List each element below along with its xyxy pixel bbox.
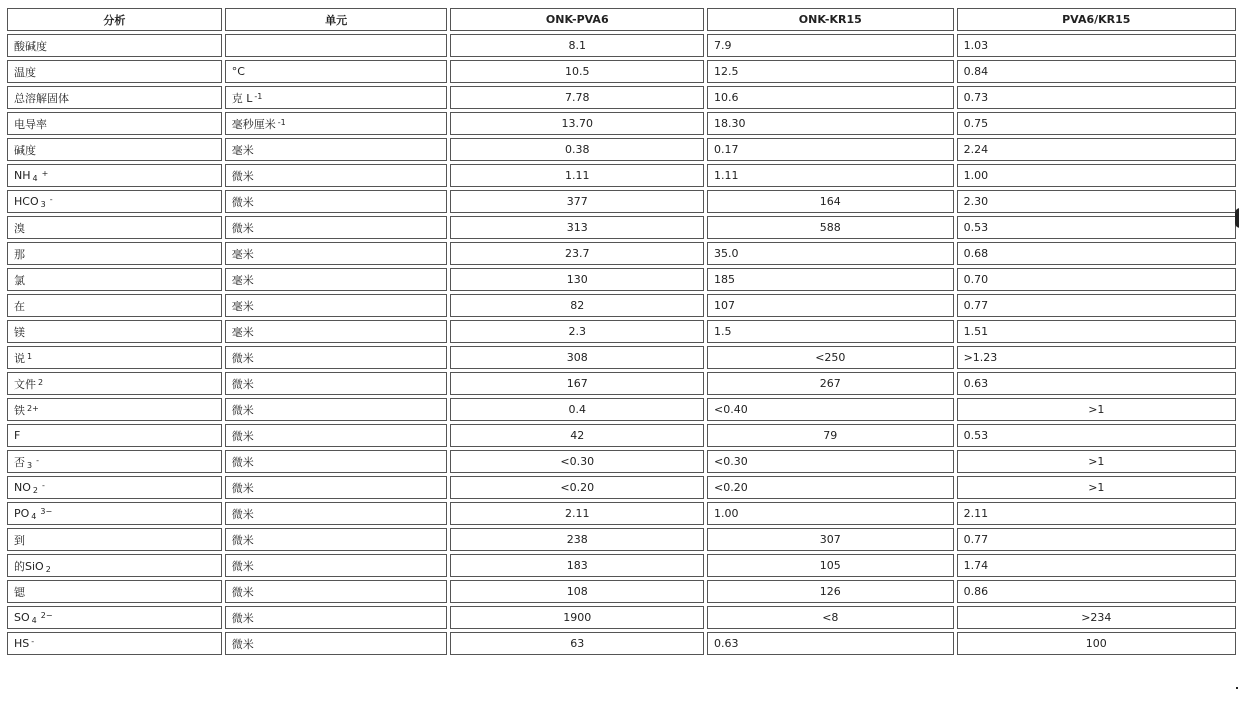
analyte-name: NO bbox=[14, 481, 31, 494]
header-onk-pva6: ONK-PVA6 bbox=[450, 8, 704, 31]
value-onk-kr15: 107 bbox=[714, 299, 736, 312]
value-onk-kr15: 35.0 bbox=[714, 247, 739, 260]
cell-analyte bbox=[7, 242, 222, 265]
cell-ratio bbox=[957, 424, 1236, 447]
cell-onk-pva6 bbox=[450, 502, 704, 525]
cell-onk-pva6 bbox=[450, 34, 704, 57]
analyte-superscript: - bbox=[49, 195, 53, 204]
cell-onk-pva6 bbox=[450, 424, 704, 447]
value-onk-kr15: <0.40 bbox=[714, 403, 748, 416]
analyte-name: 氯 bbox=[14, 273, 25, 287]
cell-ratio bbox=[957, 138, 1236, 161]
analyte-superscript: + bbox=[41, 169, 49, 178]
unit-superscript: -1 bbox=[277, 117, 286, 127]
value-ratio: 1.00 bbox=[963, 169, 989, 182]
cell-onk-kr15 bbox=[707, 398, 954, 421]
cell-unit bbox=[225, 528, 448, 551]
cell-analyte bbox=[7, 164, 222, 187]
analyte-superscript: - bbox=[41, 481, 45, 490]
analyte-name: 碱度 bbox=[14, 143, 36, 157]
value-onk-pva6: 1900 bbox=[563, 611, 592, 624]
value-ratio: 0.53 bbox=[963, 221, 989, 234]
value-onk-kr15: 79 bbox=[823, 429, 838, 442]
value-onk-pva6: 13.70 bbox=[561, 117, 593, 130]
value-onk-kr15: 0.17 bbox=[714, 143, 739, 156]
cell-onk-kr15 bbox=[707, 268, 954, 291]
table-row bbox=[7, 632, 1236, 655]
value-ratio: 0.63 bbox=[963, 377, 989, 390]
cell-onk-pva6 bbox=[450, 216, 704, 239]
analyte-subscript: 3 bbox=[40, 200, 46, 209]
cell-onk-kr15 bbox=[707, 320, 954, 343]
value-ratio: 0.77 bbox=[963, 533, 989, 546]
value-onk-kr15: 10.6 bbox=[714, 91, 739, 104]
analysis-table bbox=[4, 5, 1239, 658]
cell-ratio bbox=[957, 632, 1236, 655]
analyte-name: 文件 bbox=[14, 377, 36, 391]
header-analyte: 分析 bbox=[7, 8, 222, 31]
cell-onk-kr15 bbox=[707, 632, 954, 655]
value-ratio: >1 bbox=[1088, 455, 1105, 468]
table-header-row bbox=[7, 8, 1236, 31]
cell-unit bbox=[225, 346, 448, 369]
cell-analyte bbox=[7, 476, 222, 499]
cell-onk-kr15 bbox=[707, 528, 954, 551]
value-onk-pva6: 8.1 bbox=[568, 39, 586, 52]
value-onk-kr15: 164 bbox=[819, 195, 841, 208]
unit-text: 微米 bbox=[231, 611, 254, 625]
cell-unit bbox=[225, 60, 448, 83]
unit-text: 微米 bbox=[231, 559, 254, 573]
value-onk-kr15: 1.00 bbox=[714, 507, 739, 520]
value-onk-kr15: 7.9 bbox=[714, 39, 732, 52]
cell-onk-pva6 bbox=[450, 190, 704, 213]
table-row bbox=[7, 476, 1236, 499]
cell-ratio bbox=[957, 216, 1236, 239]
analyte-superscript: 1 bbox=[27, 351, 33, 361]
analyte-name: SO bbox=[14, 611, 30, 624]
analyte-name: 镁 bbox=[14, 325, 25, 339]
cell-onk-kr15 bbox=[707, 554, 954, 577]
cell-ratio bbox=[957, 294, 1236, 317]
cell-unit bbox=[225, 554, 448, 577]
cell-onk-kr15 bbox=[707, 86, 954, 109]
table-row bbox=[7, 268, 1236, 291]
unit-text: 微米 bbox=[231, 221, 254, 235]
cell-analyte bbox=[7, 606, 222, 629]
table-row bbox=[7, 580, 1236, 603]
value-ratio: 100 bbox=[1085, 637, 1107, 650]
cell-unit bbox=[225, 580, 448, 603]
cell-onk-kr15 bbox=[707, 424, 954, 447]
value-onk-pva6: 377 bbox=[566, 195, 588, 208]
analyte-subscript: 2 bbox=[32, 486, 38, 495]
cell-ratio bbox=[957, 60, 1236, 83]
value-ratio: 2.30 bbox=[963, 195, 989, 208]
value-onk-kr15: 267 bbox=[819, 377, 841, 390]
value-onk-pva6: 10.5 bbox=[565, 65, 590, 78]
cell-onk-kr15 bbox=[707, 164, 954, 187]
cell-analyte bbox=[7, 528, 222, 551]
value-onk-pva6: <0.20 bbox=[560, 481, 595, 494]
unit-text: 毫米 bbox=[231, 273, 254, 287]
analyte-name: 那 bbox=[14, 247, 25, 261]
value-onk-kr15: 126 bbox=[819, 585, 841, 598]
cell-unit bbox=[225, 190, 448, 213]
cell-onk-pva6 bbox=[450, 554, 704, 577]
analyte-superscript: 2− bbox=[40, 611, 53, 620]
table-row bbox=[7, 34, 1236, 57]
analyte-name: 温度 bbox=[14, 65, 36, 79]
cell-analyte bbox=[7, 268, 222, 291]
value-ratio: 1.74 bbox=[963, 559, 989, 572]
value-ratio: 0.68 bbox=[963, 247, 989, 260]
cell-analyte bbox=[7, 320, 222, 343]
cell-analyte bbox=[7, 632, 222, 655]
unit-text: 微米 bbox=[231, 481, 254, 495]
value-onk-kr15: <250 bbox=[815, 351, 846, 364]
cell-unit bbox=[225, 34, 448, 57]
table-row bbox=[7, 424, 1236, 447]
cell-onk-pva6 bbox=[450, 528, 704, 551]
analyte-superscript: - bbox=[31, 637, 35, 646]
table-row bbox=[7, 112, 1236, 135]
cell-onk-kr15 bbox=[707, 372, 954, 395]
unit-superscript: -1 bbox=[254, 91, 263, 101]
cell-onk-kr15 bbox=[707, 216, 954, 239]
value-onk-pva6: 0.38 bbox=[565, 143, 590, 156]
value-ratio: >1 bbox=[1088, 403, 1105, 416]
cell-ratio bbox=[957, 528, 1236, 551]
table-row bbox=[7, 216, 1236, 239]
cell-unit bbox=[225, 294, 448, 317]
unit-text: 微米 bbox=[231, 637, 254, 651]
value-ratio: 1.03 bbox=[963, 39, 989, 52]
table-row bbox=[7, 242, 1236, 265]
cell-onk-pva6 bbox=[450, 346, 704, 369]
cell-onk-kr15 bbox=[707, 450, 954, 473]
cell-onk-pva6 bbox=[450, 294, 704, 317]
cell-ratio bbox=[957, 268, 1236, 291]
cell-onk-pva6 bbox=[450, 86, 704, 109]
cell-analyte bbox=[7, 138, 222, 161]
cell-analyte bbox=[7, 34, 222, 57]
cell-ratio bbox=[957, 398, 1236, 421]
value-ratio: 2.11 bbox=[963, 507, 989, 520]
cell-onk-kr15 bbox=[707, 346, 954, 369]
cell-ratio bbox=[957, 502, 1236, 525]
table-row bbox=[7, 86, 1236, 109]
value-ratio: >1 bbox=[1088, 481, 1105, 494]
unit-text: 微米 bbox=[231, 377, 254, 391]
analyte-superscript: 2 bbox=[38, 377, 44, 387]
cell-unit bbox=[225, 216, 448, 239]
table-row bbox=[7, 138, 1236, 161]
value-onk-pva6: 130 bbox=[566, 273, 588, 286]
value-onk-kr15: 18.30 bbox=[714, 117, 746, 130]
analyte-superscript: 3− bbox=[40, 507, 53, 516]
cell-onk-pva6 bbox=[450, 606, 704, 629]
cell-onk-pva6 bbox=[450, 164, 704, 187]
cell-unit bbox=[225, 268, 448, 291]
unit-text: 微米 bbox=[231, 403, 254, 417]
cell-onk-pva6 bbox=[450, 398, 704, 421]
cell-unit bbox=[225, 424, 448, 447]
cell-analyte bbox=[7, 86, 222, 109]
cell-ratio bbox=[957, 450, 1236, 473]
unit-text: 毫米 bbox=[231, 299, 254, 313]
value-onk-pva6: 1.11 bbox=[565, 169, 590, 182]
cell-onk-pva6 bbox=[450, 268, 704, 291]
cell-onk-kr15 bbox=[707, 138, 954, 161]
cell-unit bbox=[225, 476, 448, 499]
analyte-subscript: 3 bbox=[27, 460, 33, 470]
unit-text: 微米 bbox=[231, 351, 254, 365]
unit-text: 毫秒厘米 bbox=[231, 117, 276, 131]
value-ratio: 2.24 bbox=[963, 143, 989, 156]
cell-ratio bbox=[957, 372, 1236, 395]
cell-ratio bbox=[957, 346, 1236, 369]
table-row bbox=[7, 528, 1236, 551]
analyte-name: 的SiO bbox=[14, 559, 44, 573]
header-ratio: PVA6/KR15 bbox=[957, 8, 1236, 31]
cell-ratio bbox=[957, 476, 1236, 499]
value-onk-kr15: <0.30 bbox=[714, 455, 748, 468]
unit-text: 微米 bbox=[231, 169, 254, 183]
cell-ratio bbox=[957, 164, 1236, 187]
cell-unit bbox=[225, 502, 448, 525]
cell-unit bbox=[225, 242, 448, 265]
value-onk-kr15: 185 bbox=[714, 273, 736, 286]
cell-ratio bbox=[957, 580, 1236, 603]
table-row bbox=[7, 554, 1236, 577]
value-onk-pva6: 42 bbox=[570, 429, 585, 442]
cell-ratio bbox=[957, 112, 1236, 135]
value-ratio: 0.86 bbox=[963, 585, 989, 598]
unit-text: 微米 bbox=[231, 507, 254, 521]
cell-ratio bbox=[957, 242, 1236, 265]
cell-onk-kr15 bbox=[707, 580, 954, 603]
cell-unit bbox=[225, 372, 448, 395]
analyte-superscript: 2+ bbox=[27, 403, 39, 413]
value-onk-kr15: 307 bbox=[819, 533, 841, 546]
cell-onk-kr15 bbox=[707, 242, 954, 265]
value-onk-pva6: 183 bbox=[566, 559, 588, 572]
cell-onk-pva6 bbox=[450, 632, 704, 655]
cell-analyte bbox=[7, 580, 222, 603]
cell-analyte bbox=[7, 60, 222, 83]
header-onk-kr15: ONK-KR15 bbox=[707, 8, 954, 31]
cell-analyte bbox=[7, 450, 222, 473]
cell-analyte bbox=[7, 554, 222, 577]
table-row bbox=[7, 502, 1236, 525]
cell-onk-pva6 bbox=[450, 476, 704, 499]
value-onk-kr15: <8 bbox=[822, 611, 839, 624]
cell-onk-kr15 bbox=[707, 294, 954, 317]
value-ratio: 0.70 bbox=[963, 273, 989, 286]
cell-unit bbox=[225, 632, 448, 655]
value-onk-pva6: 7.78 bbox=[565, 91, 590, 104]
value-ratio: 1.51 bbox=[963, 325, 989, 338]
analyte-name: F bbox=[14, 429, 21, 442]
value-onk-pva6: 167 bbox=[566, 377, 588, 390]
value-onk-pva6: 2.3 bbox=[568, 325, 586, 338]
analyte-name: 锶 bbox=[14, 585, 25, 599]
unit-text: 微米 bbox=[231, 455, 254, 469]
analyte-name: 到 bbox=[14, 533, 25, 547]
table-row bbox=[7, 320, 1236, 343]
unit-text: 毫米 bbox=[231, 143, 254, 157]
value-onk-kr15: 0.63 bbox=[714, 637, 739, 650]
cell-onk-pva6 bbox=[450, 60, 704, 83]
cell-onk-pva6 bbox=[450, 112, 704, 135]
cell-analyte bbox=[7, 398, 222, 421]
analyte-name: 说 bbox=[14, 351, 25, 365]
cell-onk-pva6 bbox=[450, 450, 704, 473]
analyte-name: 酸碱度 bbox=[14, 39, 47, 53]
cell-analyte bbox=[7, 190, 222, 213]
analyte-name: 铁 bbox=[14, 403, 25, 417]
header-unit: 单元 bbox=[225, 8, 448, 31]
cell-ratio bbox=[957, 320, 1236, 343]
value-ratio: >1.23 bbox=[963, 351, 998, 364]
analyte-subscript: 4 bbox=[31, 616, 37, 625]
cell-unit bbox=[225, 450, 448, 473]
value-onk-pva6: <0.30 bbox=[560, 455, 595, 468]
cell-onk-kr15 bbox=[707, 34, 954, 57]
table-row bbox=[7, 164, 1236, 187]
analyte-subscript: 4 bbox=[32, 174, 38, 183]
analyte-name: 在 bbox=[14, 299, 25, 313]
analyte-name: 电导率 bbox=[14, 117, 47, 131]
cell-analyte bbox=[7, 294, 222, 317]
table-row bbox=[7, 372, 1236, 395]
value-ratio: 0.53 bbox=[963, 429, 989, 442]
cell-unit bbox=[225, 398, 448, 421]
cell-unit bbox=[225, 86, 448, 109]
table-row bbox=[7, 398, 1236, 421]
cell-onk-kr15 bbox=[707, 60, 954, 83]
edge-dot bbox=[1236, 687, 1238, 689]
table-row bbox=[7, 450, 1236, 473]
value-onk-pva6: 313 bbox=[566, 221, 588, 234]
unit-text: 毫米 bbox=[231, 247, 254, 261]
value-onk-pva6: 2.11 bbox=[565, 507, 590, 520]
value-onk-pva6: 0.4 bbox=[568, 403, 586, 416]
analyte-name: 总溶解固体 bbox=[14, 91, 69, 105]
cell-onk-kr15 bbox=[707, 476, 954, 499]
value-onk-kr15: 1.11 bbox=[714, 169, 739, 182]
cell-unit bbox=[225, 320, 448, 343]
value-onk-kr15: <0.20 bbox=[714, 481, 748, 494]
unit-text: 微米 bbox=[231, 533, 254, 547]
table-row bbox=[7, 294, 1236, 317]
cell-ratio bbox=[957, 606, 1236, 629]
analyte-name: PO bbox=[14, 507, 30, 520]
table-row bbox=[7, 190, 1236, 213]
cell-onk-pva6 bbox=[450, 580, 704, 603]
unit-text: 微米 bbox=[231, 195, 254, 209]
value-onk-pva6: 23.7 bbox=[565, 247, 590, 260]
value-onk-pva6: 82 bbox=[570, 299, 585, 312]
table-row bbox=[7, 606, 1236, 629]
unit-text: 毫米 bbox=[231, 325, 254, 339]
cell-onk-pva6 bbox=[450, 320, 704, 343]
unit-text: 微米 bbox=[231, 585, 254, 599]
cell-onk-pva6 bbox=[450, 138, 704, 161]
value-onk-pva6: 108 bbox=[566, 585, 588, 598]
cell-onk-kr15 bbox=[707, 190, 954, 213]
cell-analyte bbox=[7, 346, 222, 369]
cell-onk-pva6 bbox=[450, 372, 704, 395]
unit-text: °C bbox=[231, 65, 245, 78]
value-onk-kr15: 1.5 bbox=[714, 325, 732, 338]
cell-unit bbox=[225, 138, 448, 161]
analyte-name: 否 bbox=[14, 455, 25, 469]
value-ratio: >234 bbox=[1081, 611, 1112, 624]
table-body bbox=[7, 34, 1236, 655]
table-row bbox=[7, 60, 1236, 83]
analyte-name: 溴 bbox=[14, 221, 25, 235]
cell-onk-pva6 bbox=[450, 242, 704, 265]
cell-ratio bbox=[957, 34, 1236, 57]
analyte-name: HS bbox=[14, 637, 30, 650]
cell-analyte bbox=[7, 216, 222, 239]
cell-onk-kr15 bbox=[707, 606, 954, 629]
cell-unit bbox=[225, 606, 448, 629]
value-ratio: 0.84 bbox=[963, 65, 989, 78]
analyte-name: HCO bbox=[14, 195, 39, 208]
value-onk-kr15: 105 bbox=[819, 559, 841, 572]
cell-unit bbox=[225, 112, 448, 135]
analyte-subscript: 2 bbox=[45, 564, 51, 574]
unit-text: 微米 bbox=[231, 429, 254, 443]
cell-ratio bbox=[957, 86, 1236, 109]
unit-text: 克 L bbox=[231, 91, 253, 105]
value-onk-kr15: 588 bbox=[819, 221, 841, 234]
analyte-name: NH bbox=[14, 169, 31, 182]
cell-onk-kr15 bbox=[707, 502, 954, 525]
analyte-superscript: - bbox=[36, 455, 39, 465]
cell-unit bbox=[225, 164, 448, 187]
value-onk-pva6: 63 bbox=[570, 637, 585, 650]
value-onk-pva6: 238 bbox=[566, 533, 588, 546]
value-ratio: 0.75 bbox=[963, 117, 989, 130]
table-row bbox=[7, 346, 1236, 369]
scroll-edge-marker bbox=[1235, 208, 1239, 228]
value-onk-pva6: 308 bbox=[566, 351, 588, 364]
cell-analyte bbox=[7, 424, 222, 447]
cell-analyte bbox=[7, 372, 222, 395]
cell-ratio bbox=[957, 554, 1236, 577]
cell-analyte bbox=[7, 502, 222, 525]
cell-ratio bbox=[957, 190, 1236, 213]
cell-onk-kr15 bbox=[707, 112, 954, 135]
cell-analyte bbox=[7, 112, 222, 135]
value-ratio: 0.73 bbox=[963, 91, 989, 104]
value-onk-kr15: 12.5 bbox=[714, 65, 739, 78]
analyte-subscript: 4 bbox=[31, 512, 37, 521]
value-ratio: 0.77 bbox=[963, 299, 989, 312]
